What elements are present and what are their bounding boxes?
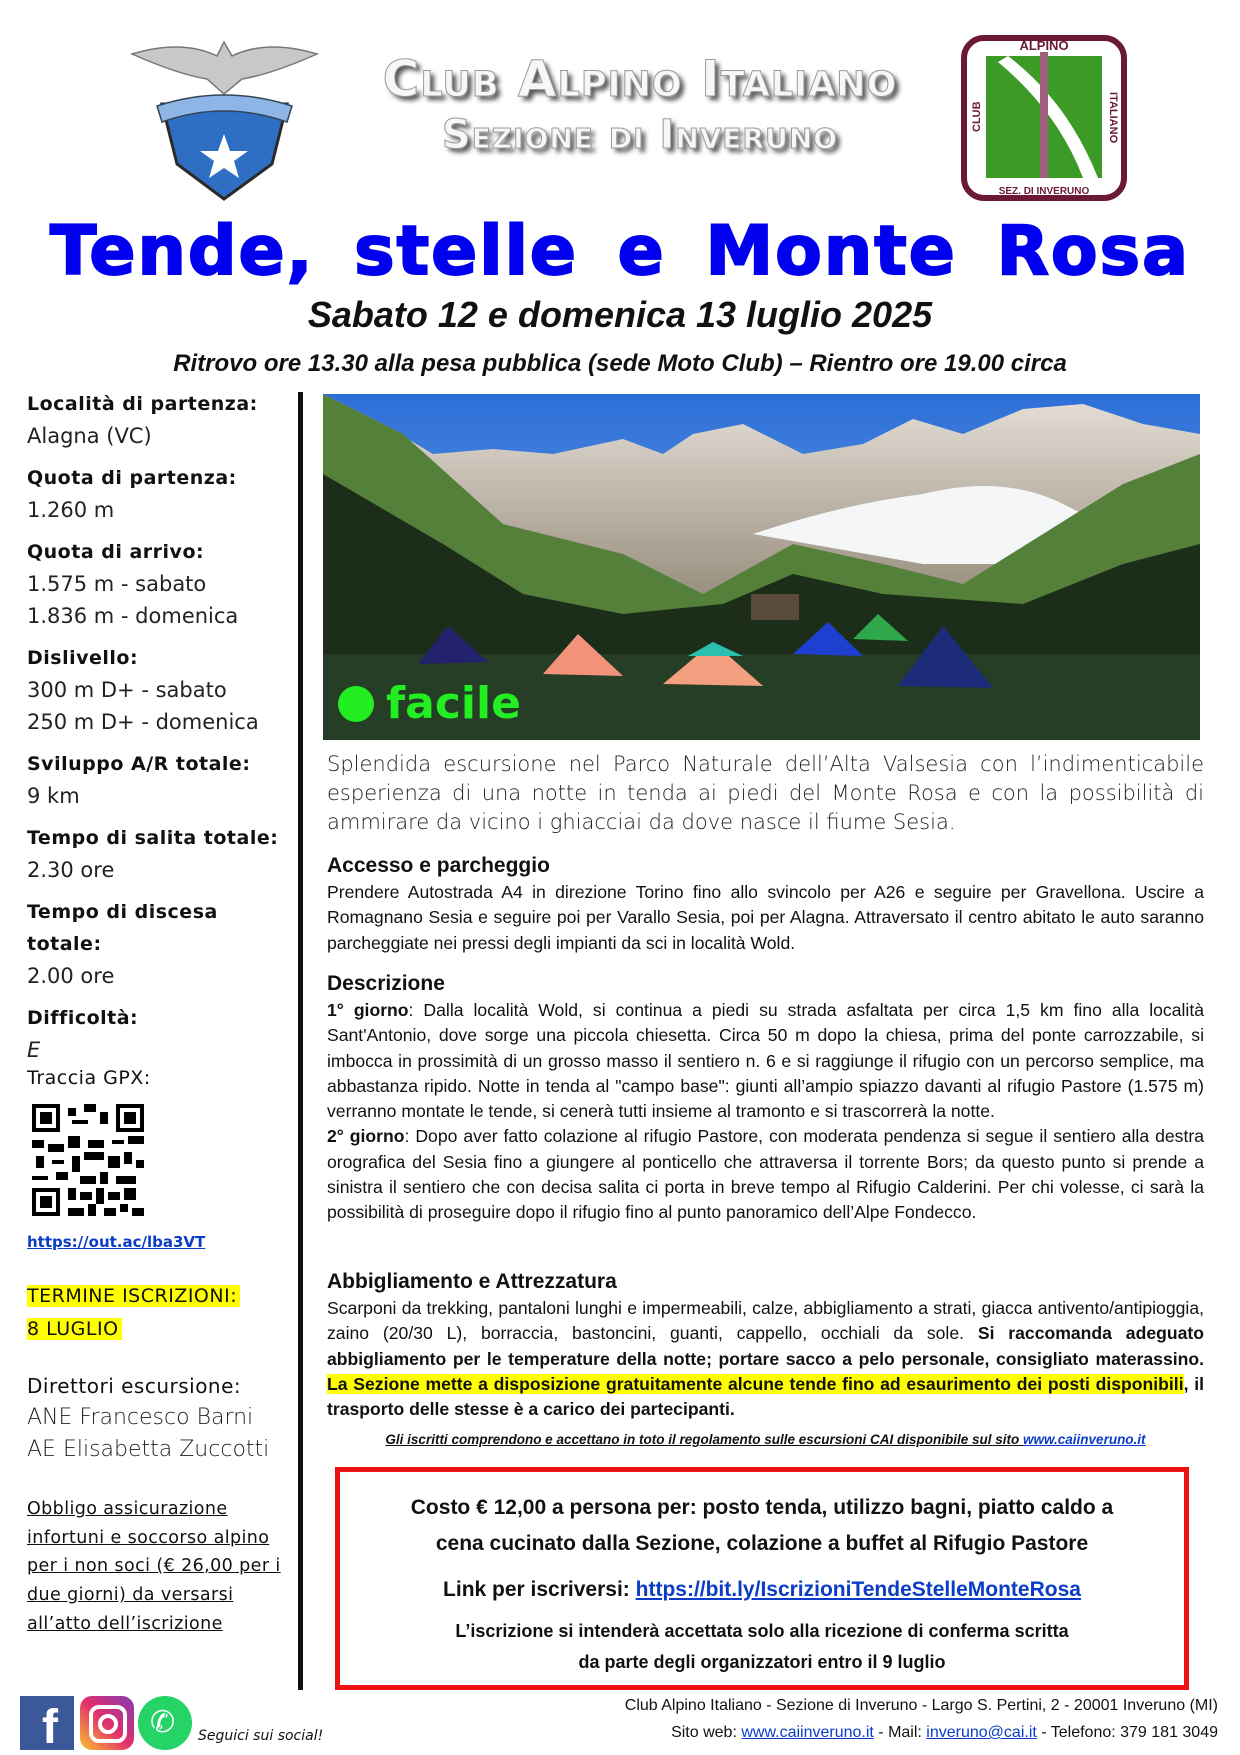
footer-contacts (671, 1724, 1218, 1742)
deadline-label: TERMINE ISCRIZIONI: (27, 1285, 240, 1307)
event-date: Sabato 12 e domenica 13 luglio 2025 (307, 294, 933, 335)
access-heading: Accesso e parcheggio (327, 854, 550, 877)
access-section (327, 852, 1204, 956)
site-link[interactable]: www.caiinveruno.it (741, 1724, 874, 1741)
difficulty-dot-icon (338, 686, 374, 722)
discesa-value: 2.00 ore (27, 964, 115, 988)
signup-link[interactable]: https://bit.ly/IscrizioniTendeStelleMonteRosa (635, 1578, 1081, 1601)
day1-text: : Dalla località Wold, si continua a piedi su strada asfaltata per circa 1,5 km fino alla località Sant'Antonio, dove sorge una piccola chiesetta. Circa 50 m dopo la chiesa, prima del ponte carrozzabile, si imbocca in prossimità di un grosso masso il sentiero n. 6 e si raggiunge il rifugio con un percorso semplice, ma abbastanza ripido. Notte in tenda al "campo base": giunti all’ampio spiazzo davanti al rifugio Pastore (1.575 m) verranno montate le tende, si cenerà tutti insieme al tramonto e si trascorrerà la notte. (327, 1000, 1204, 1122)
mail-label: - Mail: (873, 1724, 927, 1741)
intro-paragraph: Splendida escursione nel Parco Naturale dell’Alta Valsesia con l’indimenticabile esperienza di una notte in tenda ai piedi del Monte Rosa e con la possibilità di ammirare da vicino i ghiacciai da dove nasce il fiume Sesia. (327, 752, 1204, 834)
gpx-link[interactable]: https://out.ac/lba3VT (27, 1233, 206, 1251)
difficolta-label: Difficoltà: (27, 1007, 139, 1029)
equipment-recommendation: Si raccomanda adeguato abbigliamento per le temperature della notte; portare sacco a pelo personale, consigliato materassino. (327, 1323, 1204, 1369)
directors (27, 1370, 292, 1466)
access-text: Prendere Autostrada A4 in direzione Torino fino allo svincolo per A26 e seguire per Gravellona. Uscire a Romagnano Sesia e seguire poi per Varallo Sesia, poi per Alagna. Attraversato il centro abitato le auto saranno parcheggiate nei pressi degli impianti da sci in località Wold. (327, 882, 1204, 953)
footer-address: Club Alpino Italiano - Sezione di Inveruno - Largo S. Pertini, 2 - 20001 Inveruno (MI) (624, 1697, 1218, 1714)
description-section (327, 970, 1204, 1226)
column-divider (298, 392, 303, 1690)
quota-arrivo-label: Quota di arrivo: (27, 541, 205, 563)
tents-highlight: La Sezione mette a disposizione gratuitamente alcune tende fino ad esaurimento dei posti disponibili (327, 1373, 1184, 1394)
instagram-icon[interactable] (80, 1696, 134, 1750)
localita-label: Località di partenza: (27, 393, 258, 415)
confirmation-note-2: da parte degli organizzatori entro il 9 luglio (578, 1652, 946, 1672)
salita-label: Tempo di salita totale: (27, 827, 279, 849)
quota-partenza-value: 1.260 m (27, 498, 115, 522)
equipment-heading: Abbigliamento e Attrezzatura (327, 1270, 617, 1293)
insurance-note: Obbligo assicurazione infortuni e soccorso alpino per i non soci (€ 26,00 per i due giorni) da versarsi all’atto dell’iscrizione (27, 1499, 281, 1634)
day2-label: 2° giorno (327, 1126, 405, 1147)
disclaimer-text: Gli iscritti comprendono e accettano in toto il regolamento sulle escursioni CAI disponibile sul sito (385, 1432, 1024, 1447)
difficulty-badge: facile (386, 678, 521, 729)
directors-label: Direttori escursione: (27, 1374, 242, 1398)
day2-text: : Dopo aver fatto colazione al rifugio Pastore, con moderata pendenza si segue il sentiero alla destra orografica del Sesia fino a giungere al ponticello che attraversa il torrente Bors; da questo punto si prende a sinistra il sentiero che con decisa salita ci porta in breve tempo al Rifugio Calderini. Per chi volesse, ci sarà la possibilità di proseguire dopo il rifugio fino al punto panoramico dell’Alpe Fondecco. (327, 1126, 1204, 1223)
director-1: ANE Francesco Barni (27, 1405, 254, 1430)
day1-label: 1° giorno (327, 1000, 409, 1020)
gpx-qr-code[interactable] (32, 1104, 144, 1216)
sviluppo-value: 9 km (27, 784, 80, 808)
description-heading: Descrizione (327, 972, 445, 995)
cost-line-2: cena cucinato dalla Sezione, colazione a buffet al Rifugio Pastore (435, 1532, 1089, 1555)
equipment-tail: , il trasporto delle stesse è a carico dei partecipanti. (327, 1373, 1204, 1420)
gpx-label: Traccia GPX: (27, 1067, 151, 1089)
discesa-label: Tempo di discesa totale: (27, 901, 218, 955)
deadline-date: 8 LUGLIO (27, 1318, 122, 1340)
phone: - Telefono: 379 181 3049 (1036, 1724, 1218, 1741)
disclaimer (327, 1432, 1204, 1447)
quota-partenza-label: Quota di partenza: (27, 467, 237, 489)
director-2: AE Elisabetta Zuccotti (27, 1437, 270, 1462)
salita-value: 2.30 ore (27, 858, 115, 882)
equipment-text: Scarponi da trekking, pantaloni lunghi e impermeabili, calze, abbigliamento a strati, giacca antivento/antipioggia, zaino (20/30 L), borraccia, bastoncini, guanti, cappello, occhiali da sole. (327, 1298, 1204, 1344)
svg-text:SEZ. DI INVERUNO: SEZ. DI INVERUNO (998, 186, 1090, 197)
confirmation-note-1: L’iscrizione si intenderà accettata solo alla ricezione di conferma scritta (455, 1621, 1069, 1641)
cai-inveruno-logo (958, 32, 1136, 210)
signup-label: Link per iscriversi: (443, 1578, 636, 1601)
cost-box (335, 1467, 1189, 1690)
disclaimer-link[interactable]: www.caiinveruno.it (1023, 1432, 1146, 1447)
svg-text:ALPINO: ALPINO (1019, 38, 1069, 53)
difficolta-value: E (27, 1038, 41, 1062)
info-sidebar (27, 388, 292, 1066)
mail-link[interactable]: inveruno@cai.it (926, 1724, 1037, 1741)
sviluppo-label: Sviluppo A/R totale: (27, 753, 251, 775)
meeting-info: Ritrovo ore 13.30 alla pesa pubblica (sede Moto Club) – Rientro ore 19.00 circa (173, 350, 1067, 377)
section-name: Sezione di Inveruno (441, 112, 839, 158)
dislivello-sat: 300 m D+ - sabato (27, 678, 227, 702)
quota-arrivo-sat: 1.575 m - sabato (27, 572, 207, 596)
whatsapp-icon[interactable]: ✆ (138, 1696, 192, 1750)
dislivello-sun: 250 m D+ - domenica (27, 710, 259, 734)
deadline (27, 1280, 292, 1346)
quota-arrivo-sun: 1.836 m - domenica (27, 604, 239, 628)
social-caption: Seguici sui social! (198, 1728, 324, 1744)
localita-value: Alagna (VC) (27, 424, 152, 448)
cost-line-1: Costo € 12,00 a persona per: posto tenda, utilizzo bagni, piatto caldo a (410, 1496, 1114, 1519)
svg-text:ITALIANO: ITALIANO (1107, 92, 1119, 144)
equipment-section (327, 1268, 1204, 1422)
cai-logo (122, 34, 327, 204)
club-name: Club Alpino Italiano (382, 50, 898, 108)
facebook-icon[interactable]: f (20, 1696, 74, 1750)
site-label: Sito web: (671, 1724, 742, 1741)
page-title: Tende, stelle e Monte Rosa (49, 212, 1191, 291)
svg-text:CLUB: CLUB (971, 101, 983, 132)
dislivello-label: Dislivello: (27, 647, 139, 669)
